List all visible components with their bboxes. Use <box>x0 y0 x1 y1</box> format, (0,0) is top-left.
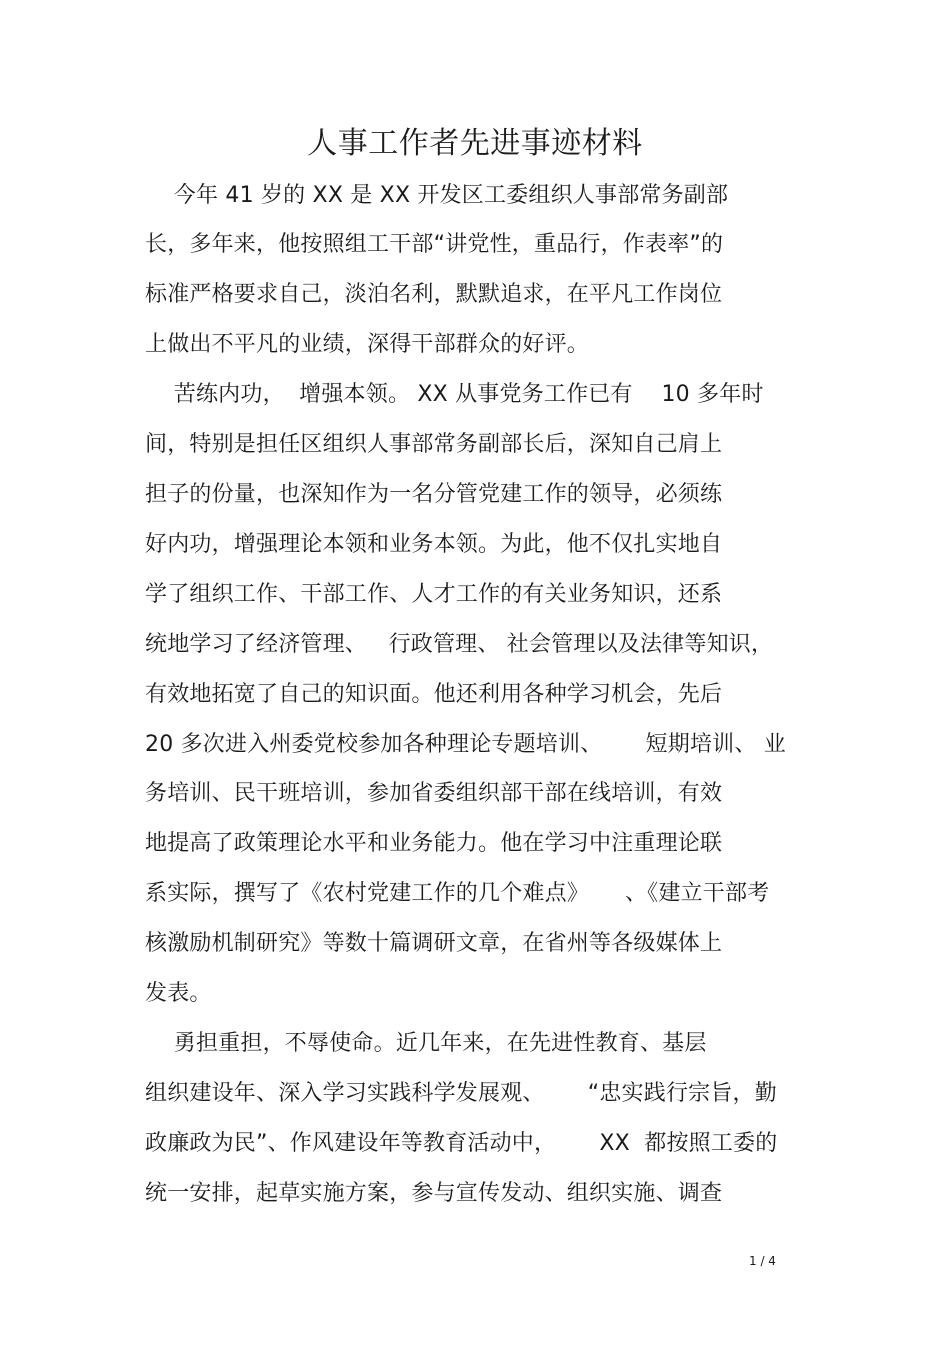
body-line: 统一安排，起草实施方案，参与宣传发动、组织实施、调查 <box>145 1181 723 1206</box>
body-line: 间，特别是担任区组织人事部常务副部长后，深知自己肩上 <box>145 432 723 457</box>
body-line: 核激励机制研究》等数十篇调研文章，在省州等各级媒体上 <box>145 931 723 956</box>
document-title: 人事工作者先进事迹材料 <box>307 126 643 161</box>
body-line: 系实际，撰写了《农村党建工作的几个难点》 、《建立干部考 <box>145 881 770 906</box>
body-line: 长，多年来，他按照组工干部“讲党性，重品行，作表率”的 <box>145 232 724 257</box>
body-line: 担子的份量，也深知作为一名分管党建工作的领导，必须练 <box>145 482 723 507</box>
body-line: 好内功，增强理论本领和业务本领。为此，他不仅扎实地自 <box>145 532 723 557</box>
body-line: 组织建设年、深入学习实践科学发展观、 “忠实践行宗旨，勤 <box>145 1081 777 1106</box>
body-line: 标准严格要求自己，淡泊名利，默默追求，在平凡工作岗位 <box>145 282 723 307</box>
body-line: 地提高了政策理论水平和业务能力。他在学习中注重理论联 <box>145 831 723 856</box>
body-line: 学了组织工作、干部工作、人才工作的有关业务知识，还系 <box>145 582 723 607</box>
page-number: 1 / 4 <box>749 1254 776 1268</box>
body-line: 上做出不平凡的业绩，深得干部群众的好评。 <box>145 332 590 357</box>
body-line: 今年 41 岁的 XX 是 XX 开发区工委组织人事部常务副部 <box>145 183 729 208</box>
body-line: 20 多次进入州委党校参加各种理论专题培训、 短期培训、 业 <box>145 732 786 757</box>
body-line: 有效地拓宽了自己的知识面。他还利用各种学习机会，先后 <box>145 682 723 707</box>
body-line: 苦练内功， 增强本领。 XX 从事党务工作已有 10 多年时 <box>145 382 764 407</box>
body-line: 发表。 <box>145 981 212 1006</box>
body-line: 政廉政为民”、作风建设年等教育活动中， XX 都按照工委的 <box>145 1131 778 1156</box>
body-line: 统地学习了经济管理、 行政管理、 社会管理以及法律等知识， <box>145 632 774 657</box>
body-line: 勇担重担，不辱使命。近几年来，在先进性教育、基层 <box>145 1031 707 1056</box>
body-line: 务培训、民干班培训，参加省委组织部干部在线培训，有效 <box>145 781 723 806</box>
